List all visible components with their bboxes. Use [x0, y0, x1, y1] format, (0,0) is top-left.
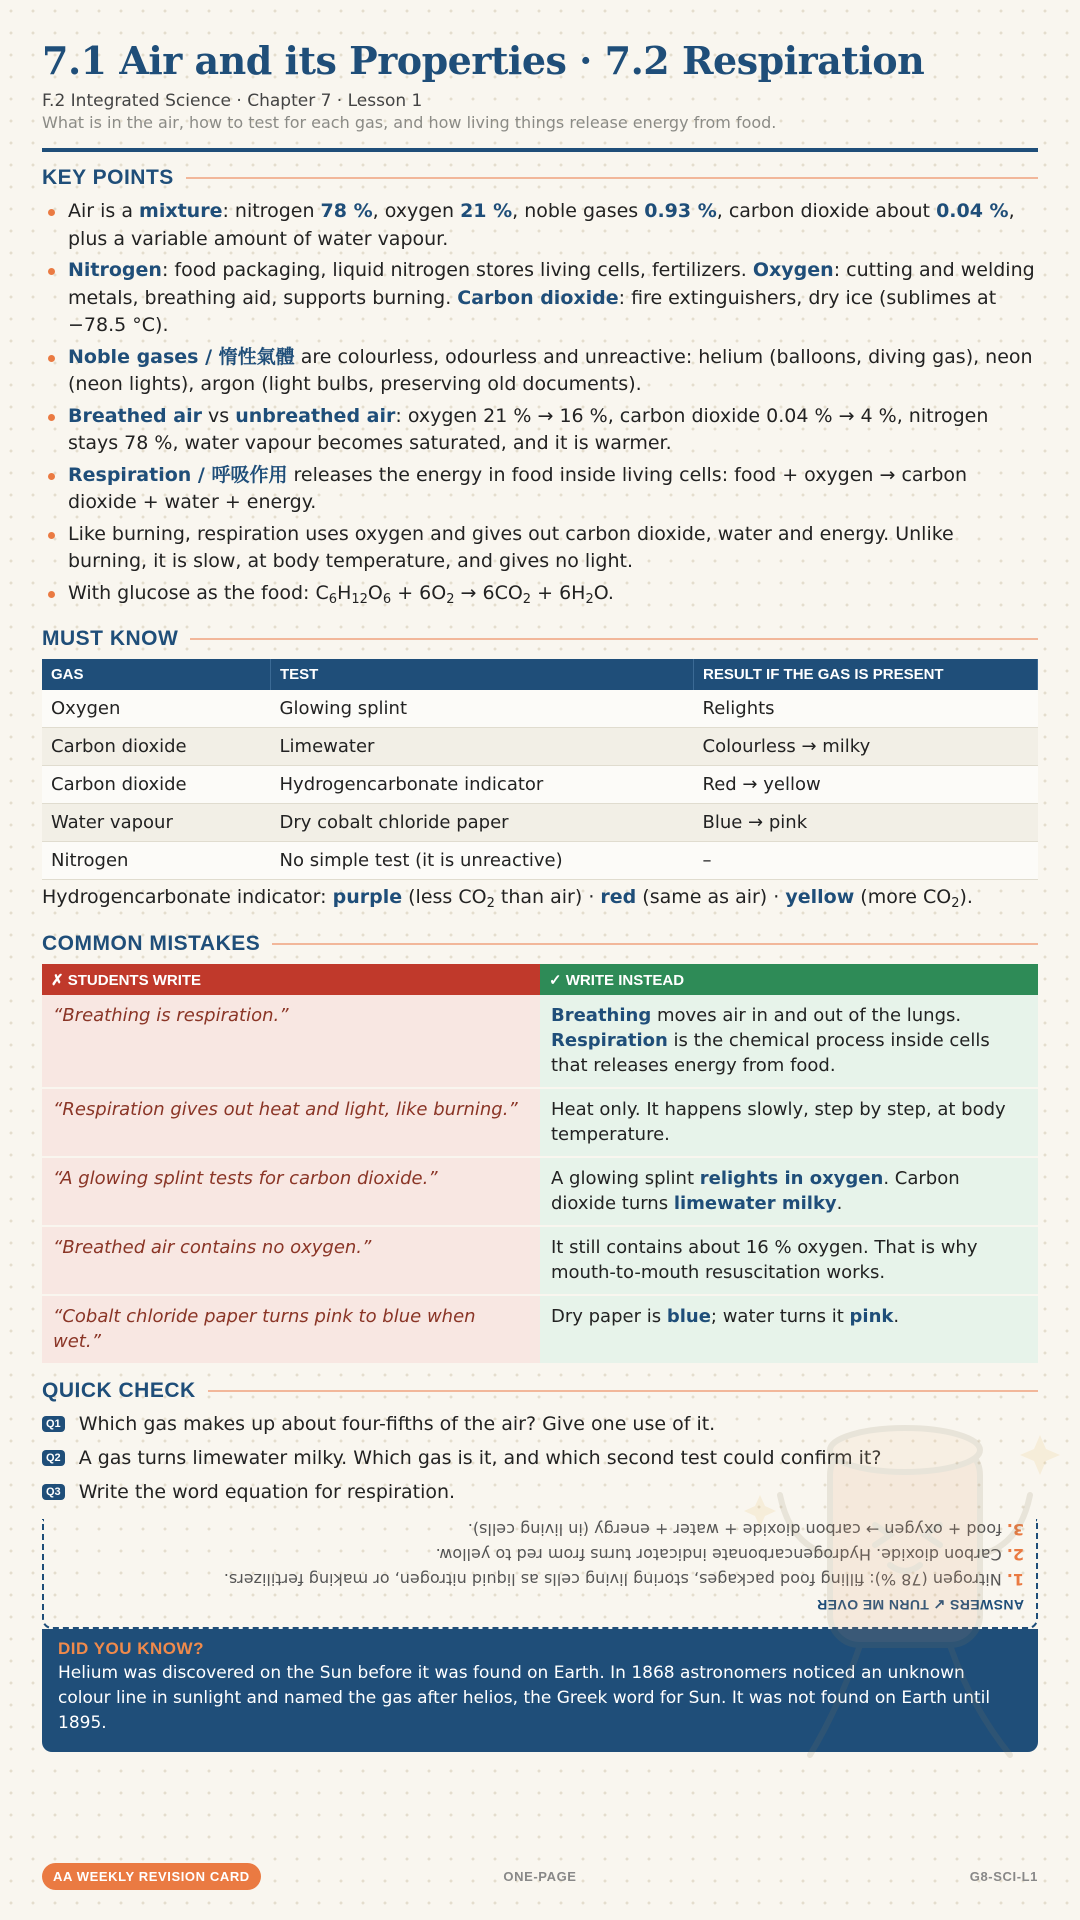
- question-text: Which gas makes up about four-fifths of the air? Give one use of it.: [78, 1412, 716, 1435]
- question-item: [42, 1410, 1038, 1437]
- answer-item: 1. Nitrogen (78 %): filling food packages, storing living cells as liquid nitrogen, or making fertilizers.: [223, 1570, 1024, 1589]
- section-label: COMMON MISTAKES: [42, 932, 261, 955]
- correction-cell: Dry paper is blue; water turns it pink.: [540, 1295, 1038, 1364]
- table-row: [42, 1157, 1038, 1226]
- column-header: GAS: [42, 659, 271, 690]
- mistakes-table: [42, 964, 1038, 1365]
- gas-tests-table: [42, 659, 1038, 880]
- question-text: Write the word equation for respiration.: [78, 1480, 456, 1503]
- table-row: [42, 728, 1038, 766]
- page-lede: What is in the air, how to test for each gas, and how living things release energy from food.: [42, 113, 777, 132]
- revision-card-pill: AA WEEKLY REVISION CARD: [42, 1863, 261, 1890]
- answers-heading: ANSWERS ↙ TURN ME OVER: [816, 1597, 1024, 1613]
- section-rule: [272, 943, 1038, 945]
- key-point: Air is a mixture: nitrogen 78 %, oxygen 21 %, noble gases 0.93 %, carbon dioxide about 0.04 %, plus a variable amount of water vapour.: [42, 198, 1038, 253]
- table-row: [42, 842, 1038, 880]
- table-row: [42, 1226, 1038, 1295]
- table-cell: Hydrogencarbonate indicator: [271, 766, 694, 804]
- page-title: 7.1 Air and its Properties · 7.2 Respiration: [42, 38, 925, 83]
- table-row: [42, 1295, 1038, 1364]
- key-point: Breathed air vs unbreathed air: oxygen 21 % → 16 %, carbon dioxide 0.04 % → 4 %, nitrogen stays 78 %, water vapour becomes saturated, and it is warmer.: [42, 403, 1038, 458]
- write-instead-header: ✓ WRITE INSTEAD: [540, 964, 1038, 995]
- table-cell: Blue → pink: [694, 804, 1038, 842]
- footer-middle: ONE-PAGE: [503, 1869, 577, 1884]
- section-label: MUST KNOW: [42, 627, 179, 650]
- table-row: [42, 1088, 1038, 1157]
- indicator-note: Hydrogencarbonate indicator: purple (less $CO_2$ than air) · red (same as air) · yellow (more $CO_2$).: [42, 886, 973, 911]
- table-cell: Relights: [694, 690, 1038, 728]
- question-item: [42, 1478, 1038, 1505]
- mistake-cell: “Cobalt chloride paper turns pink to blue when wet.”: [42, 1295, 540, 1364]
- table-cell: Glowing splint: [271, 690, 694, 728]
- table-header-row: [42, 659, 1038, 690]
- answer-item: 3. food + oxygen → carbon dioxide + water + energy (in living cells).: [467, 1520, 1024, 1539]
- students-write-header: ✗ STUDENTS WRITE: [42, 964, 540, 995]
- mistake-cell: “Breathing is respiration.”: [42, 995, 540, 1088]
- question-badge: Q3: [42, 1484, 65, 1500]
- table-cell: Limewater: [271, 728, 694, 766]
- table-cell: Oxygen: [42, 690, 271, 728]
- table-cell: Colourless → milky: [694, 728, 1038, 766]
- key-point: Like burning, respiration uses oxygen and gives out carbon dioxide, water and energy. Unlike burning, it is slow, at body temperature, and gives no light.: [42, 521, 1038, 576]
- title-rule: [42, 148, 1038, 152]
- did-you-know-text: Helium was discovered on the Sun before it was found on Earth. In 1868 astronomers noticed an unknown colour line in sunlight and named the gas after helios, the Greek word for Sun. It was not found on Earth until 1895.: [58, 1663, 991, 1733]
- table-row: [42, 766, 1038, 804]
- table-row: [42, 690, 1038, 728]
- correction-cell: It still contains about 16 % oxygen. That is why mouth-to-mouth resuscitation works.: [540, 1226, 1038, 1295]
- question-item: [42, 1444, 1038, 1471]
- correction-cell: Heat only. It happens slowly, step by step, at body temperature.: [540, 1088, 1038, 1157]
- section-rule: [190, 638, 1038, 640]
- common-mistakes-heading: [42, 932, 1038, 956]
- question-text: A gas turns limewater milky. Which gas is it, and which second test could confirm it?: [78, 1446, 882, 1469]
- section-rule: [208, 1390, 1038, 1392]
- table-cell: Nitrogen: [42, 842, 271, 880]
- answers-panel: [42, 1519, 1038, 1629]
- answer-item: 2. Carbon dioxide. Hydrogencarbonate indicator turns from red to yellow.: [435, 1545, 1024, 1564]
- table-cell: Carbon dioxide: [42, 766, 271, 804]
- section-label: KEY POINTS: [42, 166, 174, 189]
- table-cell: No simple test (it is unreactive): [271, 842, 694, 880]
- table-row: [42, 995, 1038, 1088]
- column-header: TEST: [271, 659, 694, 690]
- table-cell: Dry cobalt chloride paper: [271, 804, 694, 842]
- key-point-equation: With glucose as the food: $C_6H_{12}O_6 + 6O_2 \to 6CO_2 + 6H_2O$.: [42, 580, 1038, 614]
- key-point: Respiration / 呼吸作用 releases the energy in food inside living cells: food + oxygen → carbon dioxide + water + energy.: [42, 462, 1038, 517]
- correction-cell: Breathing moves air in and out of the lungs. Respiration is the chemical process inside cells that releases energy from food.: [540, 995, 1038, 1088]
- mistake-cell: “Breathed air contains no oxygen.”: [42, 1226, 540, 1295]
- column-header: RESULT IF THE GAS IS PRESENT: [694, 659, 1038, 690]
- mistake-cell: “A glowing splint tests for carbon dioxide.”: [42, 1157, 540, 1226]
- question-badge: Q2: [42, 1450, 65, 1466]
- key-point: Noble gases / 惰性氣體 are colourless, odourless and unreactive: helium (balloons, diving gas), neon (neon lights), argon (light bulbs, preserving old documents).: [42, 344, 1038, 399]
- did-you-know-box: [42, 1629, 1038, 1752]
- mistake-cell: “Respiration gives out heat and light, like burning.”: [42, 1088, 540, 1157]
- table-header-row: [42, 964, 1038, 995]
- table-row: [42, 804, 1038, 842]
- page-subtitle: F.2 Integrated Science · Chapter 7 · Lesson 1: [42, 91, 423, 111]
- key-points-list: [42, 198, 1038, 613]
- table-cell: Water vapour: [42, 804, 271, 842]
- footer: [42, 1863, 1038, 1891]
- section-rule: [186, 177, 1038, 179]
- table-cell: –: [694, 842, 1038, 880]
- quick-check-heading: [42, 1379, 1038, 1403]
- key-point: Nitrogen: food packaging, liquid nitrogen stores living cells, fertilizers. Oxygen: cutting and welding metals, breathing aid, supports burning. Carbon dioxide: fire extinguishers, dry ice (sublimes at −78.5 °C).: [42, 257, 1038, 340]
- table-cell: Red → yellow: [694, 766, 1038, 804]
- did-you-know-heading: DID YOU KNOW?: [58, 1639, 204, 1658]
- question-badge: Q1: [42, 1416, 65, 1432]
- must-know-heading: [42, 627, 1038, 651]
- key-points-heading: [42, 166, 1038, 190]
- correction-cell: A glowing splint relights in oxygen. Carbon dioxide turns limewater milky.: [540, 1157, 1038, 1226]
- footer-code: G8-SCI-L1: [969, 1869, 1038, 1884]
- section-label: QUICK CHECK: [42, 1379, 196, 1402]
- table-cell: Carbon dioxide: [42, 728, 271, 766]
- revision-card: [42, 36, 1038, 1752]
